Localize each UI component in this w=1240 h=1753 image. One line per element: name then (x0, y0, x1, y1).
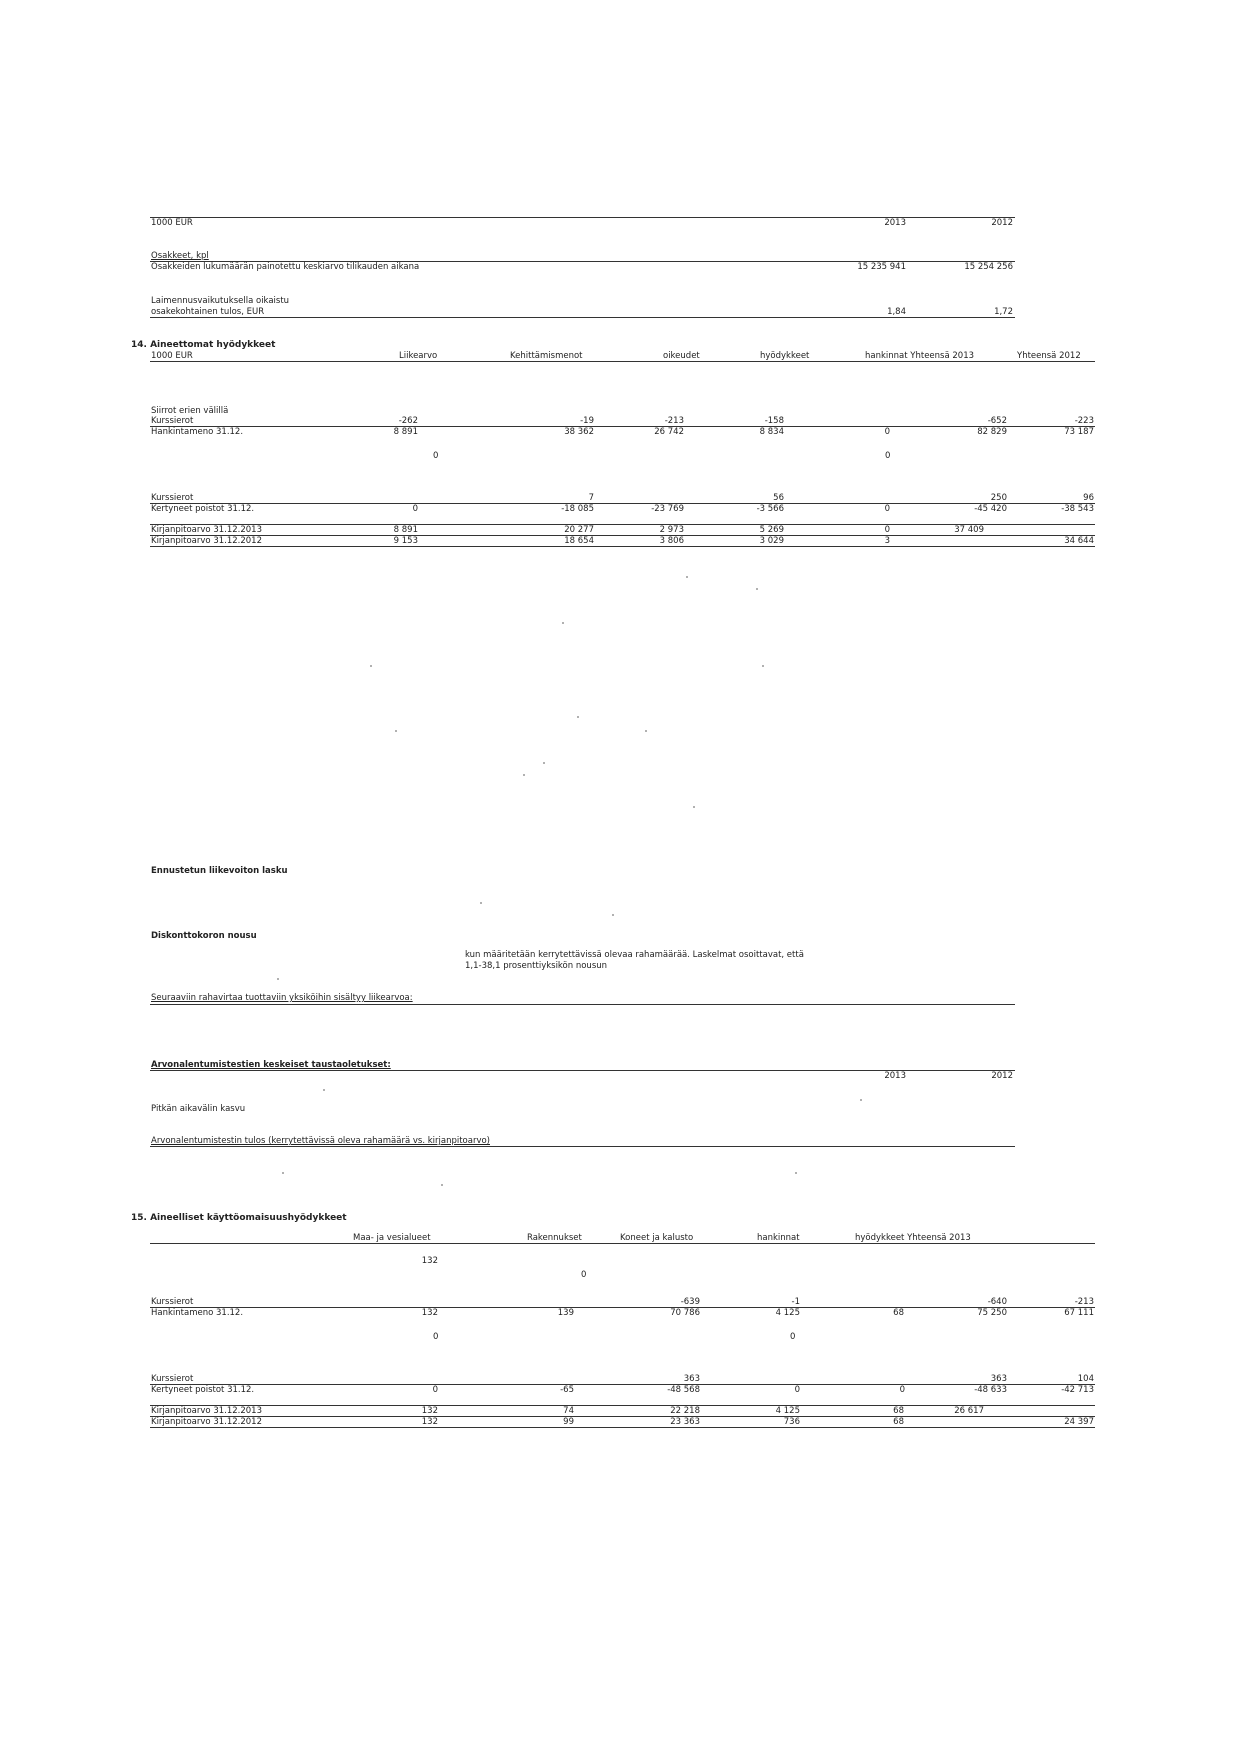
scan-speck (693, 806, 695, 808)
section-title: 15. Aineelliset käyttöomaisuushyödykkeet (131, 1213, 347, 1223)
scan-speck (543, 762, 545, 764)
cell: 68 (893, 1406, 904, 1416)
rule (150, 361, 1095, 362)
cell: 0 (884, 504, 890, 514)
cell: 4 125 (775, 1406, 800, 1416)
cell: -38 543 (1061, 504, 1094, 514)
assumptions-title: Arvonalentumistestien keskeiset taustaoletukset: (151, 1060, 391, 1070)
row-label: Kurssierot (151, 1374, 194, 1384)
cell: 0 (899, 1385, 905, 1395)
row-label: Kertyneet poistot 31.12. (151, 1385, 255, 1395)
row-label: Kirjanpitoarvo 31.12.2012 (151, 536, 262, 546)
cell: 67 111 (1064, 1308, 1094, 1318)
cell: 56 (773, 493, 784, 503)
cell: 38 362 (564, 427, 594, 437)
cell: 20 277 (564, 525, 594, 535)
scan-speck (762, 665, 764, 667)
rule (150, 1416, 1095, 1417)
cell: 132 (421, 1308, 438, 1318)
cell: 9 153 (393, 536, 418, 546)
cell: 0 (794, 1385, 800, 1395)
scan-speck (441, 1184, 443, 1186)
rule (150, 546, 1095, 547)
cell: 82 829 (977, 427, 1007, 437)
cell: 74 (563, 1406, 574, 1416)
scan-speck (395, 730, 397, 732)
year-header: 2012 (991, 218, 1013, 228)
unit-label: 1000 EUR (151, 218, 193, 228)
cell: 73 187 (1064, 427, 1094, 437)
cell: 363 (990, 1374, 1007, 1384)
rule (150, 1146, 1015, 1147)
cell: 18 654 (564, 536, 594, 546)
cell: 139 (557, 1308, 574, 1318)
cell: -652 (987, 416, 1007, 426)
column-header: Yhteensä 2012 (1017, 351, 1081, 361)
cell: 3 806 (659, 536, 684, 546)
cell: 26 742 (654, 427, 684, 437)
scan-speck (645, 730, 647, 732)
row-label: Kertyneet poistot 31.12. (151, 504, 255, 514)
cell: 7 (588, 493, 594, 503)
cell: -213 (664, 416, 684, 426)
row-label: Kurssierot (151, 1297, 194, 1307)
cell: 1,84 (887, 307, 906, 317)
section-title: 14. Aineettomat hyödykkeet (131, 340, 276, 350)
cell: 132 (421, 1417, 438, 1427)
cell: 5 269 (759, 525, 784, 535)
cell: -1 (791, 1297, 800, 1307)
cell: 0 (432, 1385, 438, 1395)
cell: 8 891 (393, 525, 418, 535)
section-heading: Ennustetun liikevoiton lasku (151, 866, 288, 876)
rule (150, 1427, 1095, 1428)
rule (150, 1004, 1015, 1005)
cell: 0 (790, 1332, 796, 1342)
cell: -42 713 (1061, 1385, 1094, 1395)
column-header: Liikearvo (399, 351, 438, 361)
column-header: Kehittämismenot (510, 351, 583, 361)
cell: -3 566 (756, 504, 784, 514)
cell: 24 397 (1064, 1417, 1094, 1427)
cell: -48 633 (974, 1385, 1007, 1395)
cell: 0 (884, 427, 890, 437)
cell: 2 973 (659, 525, 684, 535)
cell: 23 363 (670, 1417, 700, 1427)
cell: -639 (680, 1297, 700, 1307)
column-header: hyödykkeet (760, 351, 810, 361)
rule (150, 1243, 1095, 1244)
paragraph-line: 1,1-38,1 prosenttiyksikön nousun (465, 961, 608, 971)
scan-speck (562, 622, 564, 624)
cell: 736 (783, 1417, 800, 1427)
row-label: Laimennusvaikutuksella oikaistu (151, 296, 290, 306)
cell: 96 (1083, 493, 1094, 503)
row-label: Kurssierot (151, 416, 194, 426)
cell: 3 029 (759, 536, 784, 546)
year-header: 2013 (884, 218, 906, 228)
cell: 75 250 (977, 1308, 1007, 1318)
scan-speck (323, 1089, 325, 1091)
column-header: oikeudet (663, 351, 700, 361)
cell: 0 (433, 1332, 439, 1342)
cgu-label: Seuraaviin rahavirtaa tuottaviin yksiköihin sisältyy liikearvoa: (151, 993, 413, 1003)
cell: 1,72 (994, 307, 1013, 317)
row-label: Osakkeiden lukumäärän painotettu keskiarvo tilikauden aikana (151, 262, 420, 272)
cell: -213 (1074, 1297, 1094, 1307)
cell: 68 (893, 1417, 904, 1427)
column-header: Maa- ja vesialueet (353, 1233, 431, 1243)
cell: -45 420 (974, 504, 1007, 514)
year-header: 2012 (991, 1071, 1013, 1081)
cell: 0 (885, 451, 891, 461)
scan-speck (480, 902, 482, 904)
rule (150, 317, 1015, 318)
cell: 22 218 (670, 1406, 700, 1416)
scan-speck (756, 588, 758, 590)
row-label: Siirrot erien välillä (151, 406, 229, 416)
scan-speck (860, 1099, 862, 1101)
column-header: Koneet ja kalusto (620, 1233, 694, 1243)
cell: -19 (580, 416, 594, 426)
cell: 132 (421, 1256, 438, 1266)
scan-speck (277, 978, 279, 980)
cell: 3 (884, 536, 890, 546)
row-label: Arvonalentumistestin tulos (kerrytettävissä oleva rahamäärä vs. kirjanpitoarvo) (151, 1136, 490, 1146)
cell: -223 (1074, 416, 1094, 426)
row-label: osakekohtainen tulos, EUR (151, 307, 265, 317)
cell: -18 085 (561, 504, 594, 514)
cell: 0 (412, 504, 418, 514)
cell: 363 (683, 1374, 700, 1384)
cell: -158 (764, 416, 784, 426)
cell: 250 (990, 493, 1007, 503)
cell: 4 125 (775, 1308, 800, 1318)
column-header: hyödykkeet Yhteensä 2013 (855, 1233, 971, 1243)
scan-speck (795, 1172, 797, 1174)
column-header: hankinnat (757, 1233, 800, 1243)
column-header: Rakennukset (527, 1233, 582, 1243)
row-label: Kirjanpitoarvo 31.12.2013 (151, 1406, 262, 1416)
row-label: Kirjanpitoarvo 31.12.2013 (151, 525, 262, 535)
column-header: hankinnat Yhteensä 2013 (865, 351, 975, 361)
cell: 0 (884, 525, 890, 535)
row-label: Hankintameno 31.12. (151, 1308, 244, 1318)
cell: -48 568 (667, 1385, 700, 1395)
row-label: Kurssierot (151, 493, 194, 503)
scan-speck (523, 774, 525, 776)
cell: 26 617 (954, 1406, 984, 1416)
cell: 99 (563, 1417, 574, 1427)
cell: -262 (398, 416, 418, 426)
scan-speck (577, 716, 579, 718)
row-label: Pitkän aikavälin kasvu (151, 1104, 246, 1114)
cell: 15 235 941 (857, 262, 906, 272)
cell: 0 (433, 451, 439, 461)
year-header: 2013 (884, 1071, 906, 1081)
scan-speck (370, 665, 372, 667)
cell: 15 254 256 (964, 262, 1013, 272)
section-heading: Diskonttokoron nousu (151, 931, 257, 941)
paragraph-line: kun määritetään kerrytettävissä olevaa rahamäärää. Laskelmat osoittavat, että (465, 950, 804, 960)
cell: 68 (893, 1308, 904, 1318)
row-label: Kirjanpitoarvo 31.12.2012 (151, 1417, 262, 1427)
cell: 104 (1077, 1374, 1094, 1384)
cell: 70 786 (670, 1308, 700, 1318)
scan-speck (686, 576, 688, 578)
cell: 0 (581, 1270, 587, 1280)
cell: 8 891 (393, 427, 418, 437)
row-label: Hankintameno 31.12. (151, 427, 244, 437)
cell: 8 834 (759, 427, 784, 437)
shares-header: Osakkeet, kpl (151, 251, 209, 261)
cell: 132 (421, 1406, 438, 1416)
unit-label: 1000 EUR (151, 351, 193, 361)
scan-speck (282, 1172, 284, 1174)
cell: -65 (560, 1385, 574, 1395)
rule (150, 535, 1095, 536)
scan-speck (612, 914, 614, 916)
cell: -23 769 (651, 504, 684, 514)
cell: 34 644 (1064, 536, 1094, 546)
cell: -640 (987, 1297, 1007, 1307)
cell: 37 409 (954, 525, 984, 535)
